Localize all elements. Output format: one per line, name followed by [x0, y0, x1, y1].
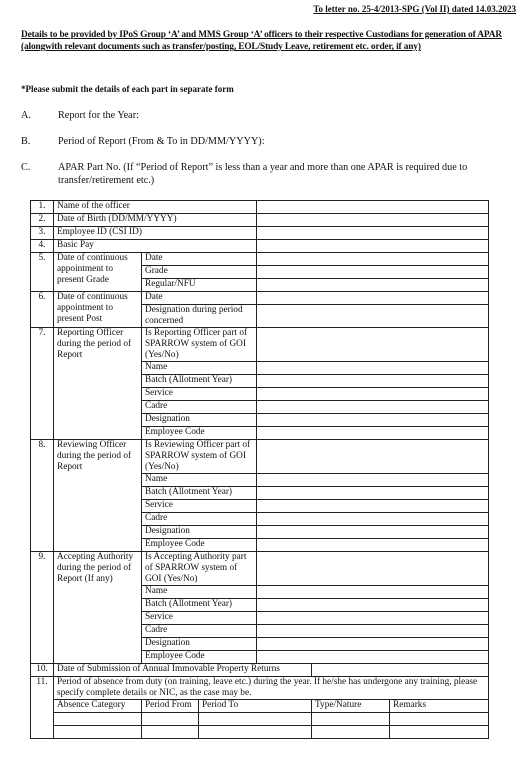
value-cell[interactable] — [312, 664, 489, 677]
value-cell[interactable] — [257, 375, 489, 388]
sub-label: Date — [142, 253, 257, 266]
table-row — [31, 201, 489, 214]
value-cell[interactable] — [390, 726, 489, 739]
section-letter: A. — [21, 110, 31, 121]
row-number: 9. — [31, 552, 54, 664]
absence-row — [31, 726, 489, 739]
sub-label: Date — [142, 292, 257, 305]
value-cell[interactable] — [257, 214, 489, 227]
row-label: Period of absence from duty (on training, leave etc.) during the year. If he/she has undergone any training, please specify complete details or NIC, as the case may be. — [54, 677, 489, 700]
value-cell[interactable] — [257, 328, 489, 362]
value-cell[interactable] — [257, 474, 489, 487]
sub-label: Grade — [142, 266, 257, 279]
value-cell[interactable] — [54, 713, 142, 726]
value-cell[interactable] — [257, 612, 489, 625]
table-row — [31, 292, 489, 305]
value-cell[interactable] — [257, 414, 489, 427]
absence-row — [31, 713, 489, 726]
letter-reference: To letter no. 25-4/2013-SPG (Vol II) dated 14.03.2023 — [313, 4, 516, 14]
table-row — [31, 253, 489, 266]
section-letter: B. — [21, 136, 31, 147]
document-heading: Details to be provided by IPoS Group ‘A’ and MMS Group ‘A’ officers to their respective Custodians for generation of APAR (alongwith relevant documents such as transfer/posting, EOL/Study Leave, retirement etc. order, if any) — [21, 30, 502, 53]
sub-label: Designation — [142, 526, 257, 539]
sub-label: Name — [142, 474, 257, 487]
sub-label: Cadre — [142, 513, 257, 526]
column-header: Type/Nature — [312, 700, 390, 713]
value-cell[interactable] — [257, 513, 489, 526]
row-label: Name of the officer — [54, 201, 257, 214]
value-cell[interactable] — [257, 227, 489, 240]
sub-label: Batch (Allotment Year) — [142, 599, 257, 612]
row-number: 1. — [31, 201, 54, 214]
row-label: Reporting Officer during the period of Report — [54, 328, 142, 440]
value-cell[interactable] — [257, 539, 489, 552]
sub-label: Designation — [142, 638, 257, 651]
section-letter: C. — [21, 162, 31, 173]
value-cell[interactable] — [257, 362, 489, 375]
column-header: Period To — [199, 700, 312, 713]
table-row — [31, 552, 489, 586]
details-table — [30, 200, 489, 739]
value-cell[interactable] — [390, 713, 489, 726]
table-row — [31, 440, 489, 474]
row-number: 8. — [31, 440, 54, 552]
value-cell[interactable] — [257, 305, 489, 328]
row-number: 4. — [31, 240, 54, 253]
row-number: 2. — [31, 214, 54, 227]
value-cell[interactable] — [257, 552, 489, 586]
row-number: 7. — [31, 328, 54, 440]
value-cell[interactable] — [199, 713, 312, 726]
row-label: Date of Submission of Annual Immovable Property Returns — [54, 664, 312, 677]
value-cell[interactable] — [257, 487, 489, 500]
column-header: Remarks — [390, 700, 489, 713]
table-row — [31, 328, 489, 362]
sub-label: Batch (Allotment Year) — [142, 487, 257, 500]
value-cell[interactable] — [257, 240, 489, 253]
value-cell[interactable] — [257, 638, 489, 651]
value-cell[interactable] — [257, 201, 489, 214]
value-cell[interactable] — [257, 440, 489, 474]
row-number: 5. — [31, 253, 54, 292]
value-cell[interactable] — [312, 713, 390, 726]
sub-label: Name — [142, 362, 257, 375]
sub-label: Designation — [142, 414, 257, 427]
sub-label: Employee Code — [142, 539, 257, 552]
value-cell[interactable] — [54, 726, 142, 739]
value-cell[interactable] — [257, 625, 489, 638]
value-cell[interactable] — [257, 266, 489, 279]
section-text: Period of Report (From & To in DD/MM/YYYY): — [58, 136, 265, 147]
value-cell[interactable] — [257, 586, 489, 599]
submission-note: *Please submit the details of each part in separate form — [21, 84, 234, 94]
sub-label: Regular/NFU — [142, 279, 257, 292]
row-label: Date of Birth (DD/MM/YYYY) — [54, 214, 257, 227]
sub-label: Designation during period concerned — [142, 305, 257, 328]
section-text: Report for the Year: — [58, 110, 139, 121]
value-cell[interactable] — [257, 427, 489, 440]
sub-label: Is Accepting Authority part of SPARROW system of GOI (Yes/No) — [142, 552, 257, 586]
value-cell[interactable] — [142, 713, 199, 726]
sub-label: Is Reporting Officer part of SPARROW system of GOI (Yes/No) — [142, 328, 257, 362]
column-header: Absence Category — [54, 700, 142, 713]
table-row — [31, 677, 489, 700]
value-cell[interactable] — [257, 401, 489, 414]
value-cell[interactable] — [257, 526, 489, 539]
row-label: Basic Pay — [54, 240, 257, 253]
table-row — [31, 664, 489, 677]
row-number: 6. — [31, 292, 54, 328]
value-cell[interactable] — [257, 253, 489, 266]
sub-label: Batch (Allotment Year) — [142, 375, 257, 388]
row-number: 10. — [31, 664, 54, 677]
sub-label: Employee Code — [142, 651, 257, 664]
value-cell[interactable] — [199, 726, 312, 739]
value-cell[interactable] — [257, 500, 489, 513]
value-cell[interactable] — [312, 726, 390, 739]
sub-label: Employee Code — [142, 427, 257, 440]
column-header: Period From — [142, 700, 199, 713]
value-cell[interactable] — [257, 599, 489, 612]
sub-label: Name — [142, 586, 257, 599]
row-label: Date of continuous appointment to present Grade — [54, 253, 142, 292]
sub-label: Service — [142, 500, 257, 513]
section-text: APAR Part No. (If “Period of Report” is less than a year and more than one APAR is required due to transfer/retirement etc.) — [58, 162, 468, 186]
value-cell[interactable] — [257, 388, 489, 401]
value-cell[interactable] — [257, 651, 489, 664]
value-cell[interactable] — [257, 279, 489, 292]
absence-header-row — [31, 700, 489, 713]
sub-label: Cadre — [142, 625, 257, 638]
sub-label: Is Reviewing Officer part of SPARROW system of GOI (Yes/No) — [142, 440, 257, 474]
row-number: 11. — [31, 677, 54, 739]
row-number: 3. — [31, 227, 54, 240]
table-row — [31, 214, 489, 227]
sub-label: Service — [142, 612, 257, 625]
sub-label: Cadre — [142, 401, 257, 414]
row-label: Date of continuous appointment to present Post — [54, 292, 142, 328]
row-label: Employee ID (CSI ID) — [54, 227, 257, 240]
value-cell[interactable] — [142, 726, 199, 739]
sub-label: Service — [142, 388, 257, 401]
row-label: Accepting Authority during the period of Report (If any) — [54, 552, 142, 664]
table-row — [31, 227, 489, 240]
value-cell[interactable] — [257, 292, 489, 305]
row-label: Reviewing Officer during the period of Report — [54, 440, 142, 552]
table-row — [31, 240, 489, 253]
